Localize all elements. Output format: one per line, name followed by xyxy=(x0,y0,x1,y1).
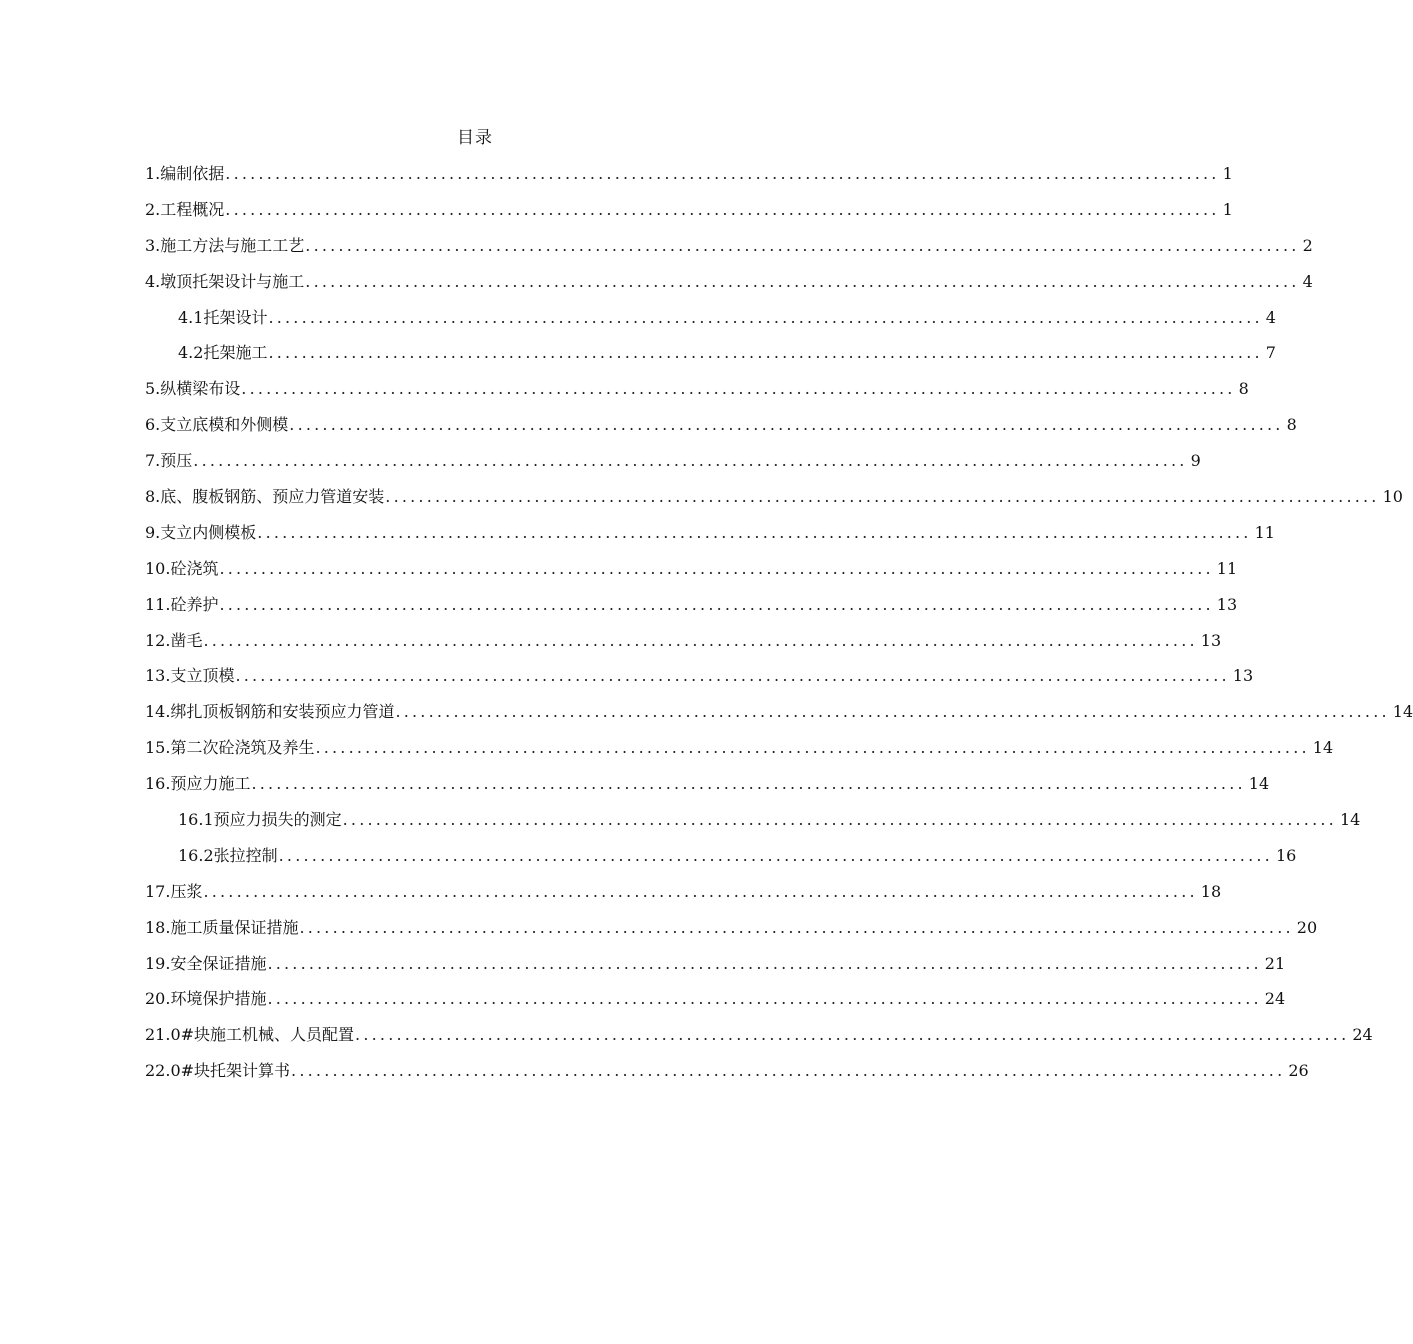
toc-dot-leader: ........................................................................................................................ xyxy=(291,1061,1286,1081)
toc-entry-label: 6.支立底模和外侧模 xyxy=(145,415,289,435)
toc-entry-page-number: 7 xyxy=(1265,343,1276,363)
toc-entry[interactable] xyxy=(145,306,1276,342)
toc-entry-page-number: 9 xyxy=(1190,451,1201,471)
toc-entry-label: 4.1托架设计 xyxy=(178,307,268,327)
toc-entry-page-number: 2 xyxy=(1302,235,1313,255)
toc-entry[interactable] xyxy=(145,521,1275,557)
toc-entry-label: 18.施工质量保证措施 xyxy=(145,917,299,937)
toc-entry-page-number: 14 xyxy=(1339,810,1361,830)
toc-dot-leader: ........................................................................................................................ xyxy=(235,666,1230,686)
toc-entry-page-number: 11 xyxy=(1254,522,1275,542)
toc-entry[interactable] xyxy=(145,1059,1309,1095)
toc-dot-leader: ........................................................................................................................ xyxy=(267,989,1262,1009)
toc-dot-leader: ........................................................................................................................ xyxy=(305,271,1300,291)
toc-dot-leader: ........................................................................................................................ xyxy=(219,594,1214,614)
toc-entry[interactable] xyxy=(145,234,1313,270)
toc-dot-leader: ........................................................................................................................ xyxy=(315,738,1310,758)
toc-entry-label: 15.第二次砼浇筑及养生 xyxy=(145,738,315,758)
toc-entry-page-number: 13 xyxy=(1200,630,1222,650)
toc-dot-leader: ........................................................................................................................ xyxy=(225,199,1220,219)
table-of-contents xyxy=(145,162,1413,1095)
toc-entry[interactable] xyxy=(145,198,1233,234)
toc-entry[interactable] xyxy=(145,593,1238,629)
toc-entry-label: 1.编制依据 xyxy=(145,164,225,183)
toc-dot-leader: ........................................................................................................................ xyxy=(278,845,1273,865)
toc-entry-label: 10.砼浇筑 xyxy=(145,558,219,578)
toc-entry[interactable] xyxy=(145,629,1222,665)
toc-entry[interactable] xyxy=(145,270,1313,306)
toc-dot-leader: ........................................................................................................................ xyxy=(203,881,1198,901)
toc-entry-page-number: 14 xyxy=(1312,738,1334,758)
toc-dot-leader: ........................................................................................................................ xyxy=(305,235,1300,255)
toc-dot-leader: ........................................................................................................................ xyxy=(268,307,1263,327)
toc-entry[interactable] xyxy=(145,557,1238,593)
toc-entry[interactable] xyxy=(145,772,1270,808)
toc-entry-page-number: 24 xyxy=(1352,1025,1373,1045)
toc-dot-leader: ........................................................................................................................ xyxy=(299,917,1294,937)
toc-dot-leader: ........................................................................................................................ xyxy=(257,522,1252,542)
toc-entry-page-number: 26 xyxy=(1288,1061,1309,1081)
toc-dot-leader: ........................................................................................................................ xyxy=(355,1025,1350,1045)
toc-entry-page-number: 8 xyxy=(1238,379,1249,399)
toc-entry[interactable] xyxy=(145,952,1286,988)
toc-entry-label: 14.绑扎顶板钢筋和安装预应力管道 xyxy=(145,702,395,722)
toc-entry-page-number: 14 xyxy=(1248,774,1270,794)
toc-entry-label: 19.安全保证措施 xyxy=(145,953,267,973)
toc-entry[interactable] xyxy=(145,162,1233,198)
toc-entry-label: 22.0#块托架计算书 xyxy=(145,1061,291,1081)
toc-dot-leader: ........................................................................................................................ xyxy=(225,164,1220,183)
toc-entry[interactable] xyxy=(145,413,1297,449)
toc-dot-leader: ........................................................................................................................ xyxy=(219,558,1214,578)
toc-dot-leader: ........................................................................................................................ xyxy=(342,810,1337,830)
toc-entry-page-number: 1 xyxy=(1222,199,1233,219)
toc-entry-label: 8.底、腹板钢筋、预应力管道安装 xyxy=(145,487,385,507)
toc-entry[interactable] xyxy=(145,485,1403,521)
toc-entry-label: 9.支立内侧模板 xyxy=(145,522,257,542)
toc-dot-leader: ........................................................................................................................ xyxy=(395,702,1390,722)
toc-entry[interactable] xyxy=(145,700,1413,736)
toc-entry-page-number: 18 xyxy=(1200,881,1222,901)
toc-entry[interactable] xyxy=(145,377,1249,413)
toc-entry-label: 20.环境保护措施 xyxy=(145,989,267,1009)
toc-entry[interactable] xyxy=(145,341,1276,377)
toc-entry[interactable] xyxy=(145,916,1318,952)
toc-entry-label: 4.墩顶托架设计与施工 xyxy=(145,271,305,291)
toc-entry[interactable] xyxy=(145,1023,1373,1059)
toc-entry-label: 16.1预应力损失的测定 xyxy=(178,810,342,830)
toc-entry-page-number: 10 xyxy=(1382,487,1403,507)
toc-entry[interactable] xyxy=(145,449,1201,485)
toc-entry-label: 5.纵横梁布设 xyxy=(145,379,241,399)
toc-entry-page-number: 16 xyxy=(1275,845,1297,865)
toc-entry-page-number: 4 xyxy=(1302,271,1313,291)
toc-dot-leader: ........................................................................................................................ xyxy=(268,343,1263,363)
toc-entry-page-number: 20 xyxy=(1296,917,1318,937)
toc-entry[interactable] xyxy=(145,880,1222,916)
toc-entry-page-number: 8 xyxy=(1286,415,1297,435)
toc-title: 目录 xyxy=(457,128,493,148)
toc-entry[interactable] xyxy=(145,736,1334,772)
toc-entry[interactable] xyxy=(145,808,1361,844)
toc-entry-label: 13.支立顶模 xyxy=(145,666,235,686)
toc-dot-leader: ........................................................................................................................ xyxy=(385,487,1380,507)
toc-dot-leader: ........................................................................................................................ xyxy=(251,774,1246,794)
toc-entry-label: 2.工程概况 xyxy=(145,199,225,219)
toc-entry-page-number: 14 xyxy=(1392,702,1413,722)
toc-entry-label: 4.2托架施工 xyxy=(178,343,268,363)
toc-entry-page-number: 24 xyxy=(1264,989,1286,1009)
toc-dot-leader: ........................................................................................................................ xyxy=(203,630,1198,650)
toc-entry-label: 3.施工方法与施工工艺 xyxy=(145,235,305,255)
toc-dot-leader: ........................................................................................................................ xyxy=(289,415,1284,435)
toc-entry-page-number: 13 xyxy=(1232,666,1254,686)
toc-entry-label: 11.砼养护 xyxy=(145,594,219,614)
toc-entry-page-number: 11 xyxy=(1216,558,1238,578)
toc-entry-label: 21.0#块施工机械、人员配置 xyxy=(145,1025,355,1045)
toc-dot-leader: ........................................................................................................................ xyxy=(267,953,1262,973)
toc-dot-leader: ........................................................................................................................ xyxy=(241,379,1236,399)
toc-entry[interactable] xyxy=(145,844,1297,880)
toc-entry-label: 17.压浆 xyxy=(145,881,203,901)
toc-entry-label: 7.预压 xyxy=(145,451,193,471)
toc-entry-page-number: 13 xyxy=(1216,594,1238,614)
toc-entry-label: 16.2张拉控制 xyxy=(178,845,278,865)
toc-dot-leader: ........................................................................................................................ xyxy=(193,451,1188,471)
toc-entry-label: 12.凿毛 xyxy=(145,630,203,650)
toc-entry-label: 16.预应力施工 xyxy=(145,774,251,794)
toc-entry[interactable] xyxy=(145,987,1286,1023)
toc-entry[interactable] xyxy=(145,664,1254,700)
toc-entry-page-number: 21 xyxy=(1264,953,1286,973)
toc-entry-page-number: 4 xyxy=(1265,307,1276,327)
toc-entry-page-number: 1 xyxy=(1222,164,1233,183)
